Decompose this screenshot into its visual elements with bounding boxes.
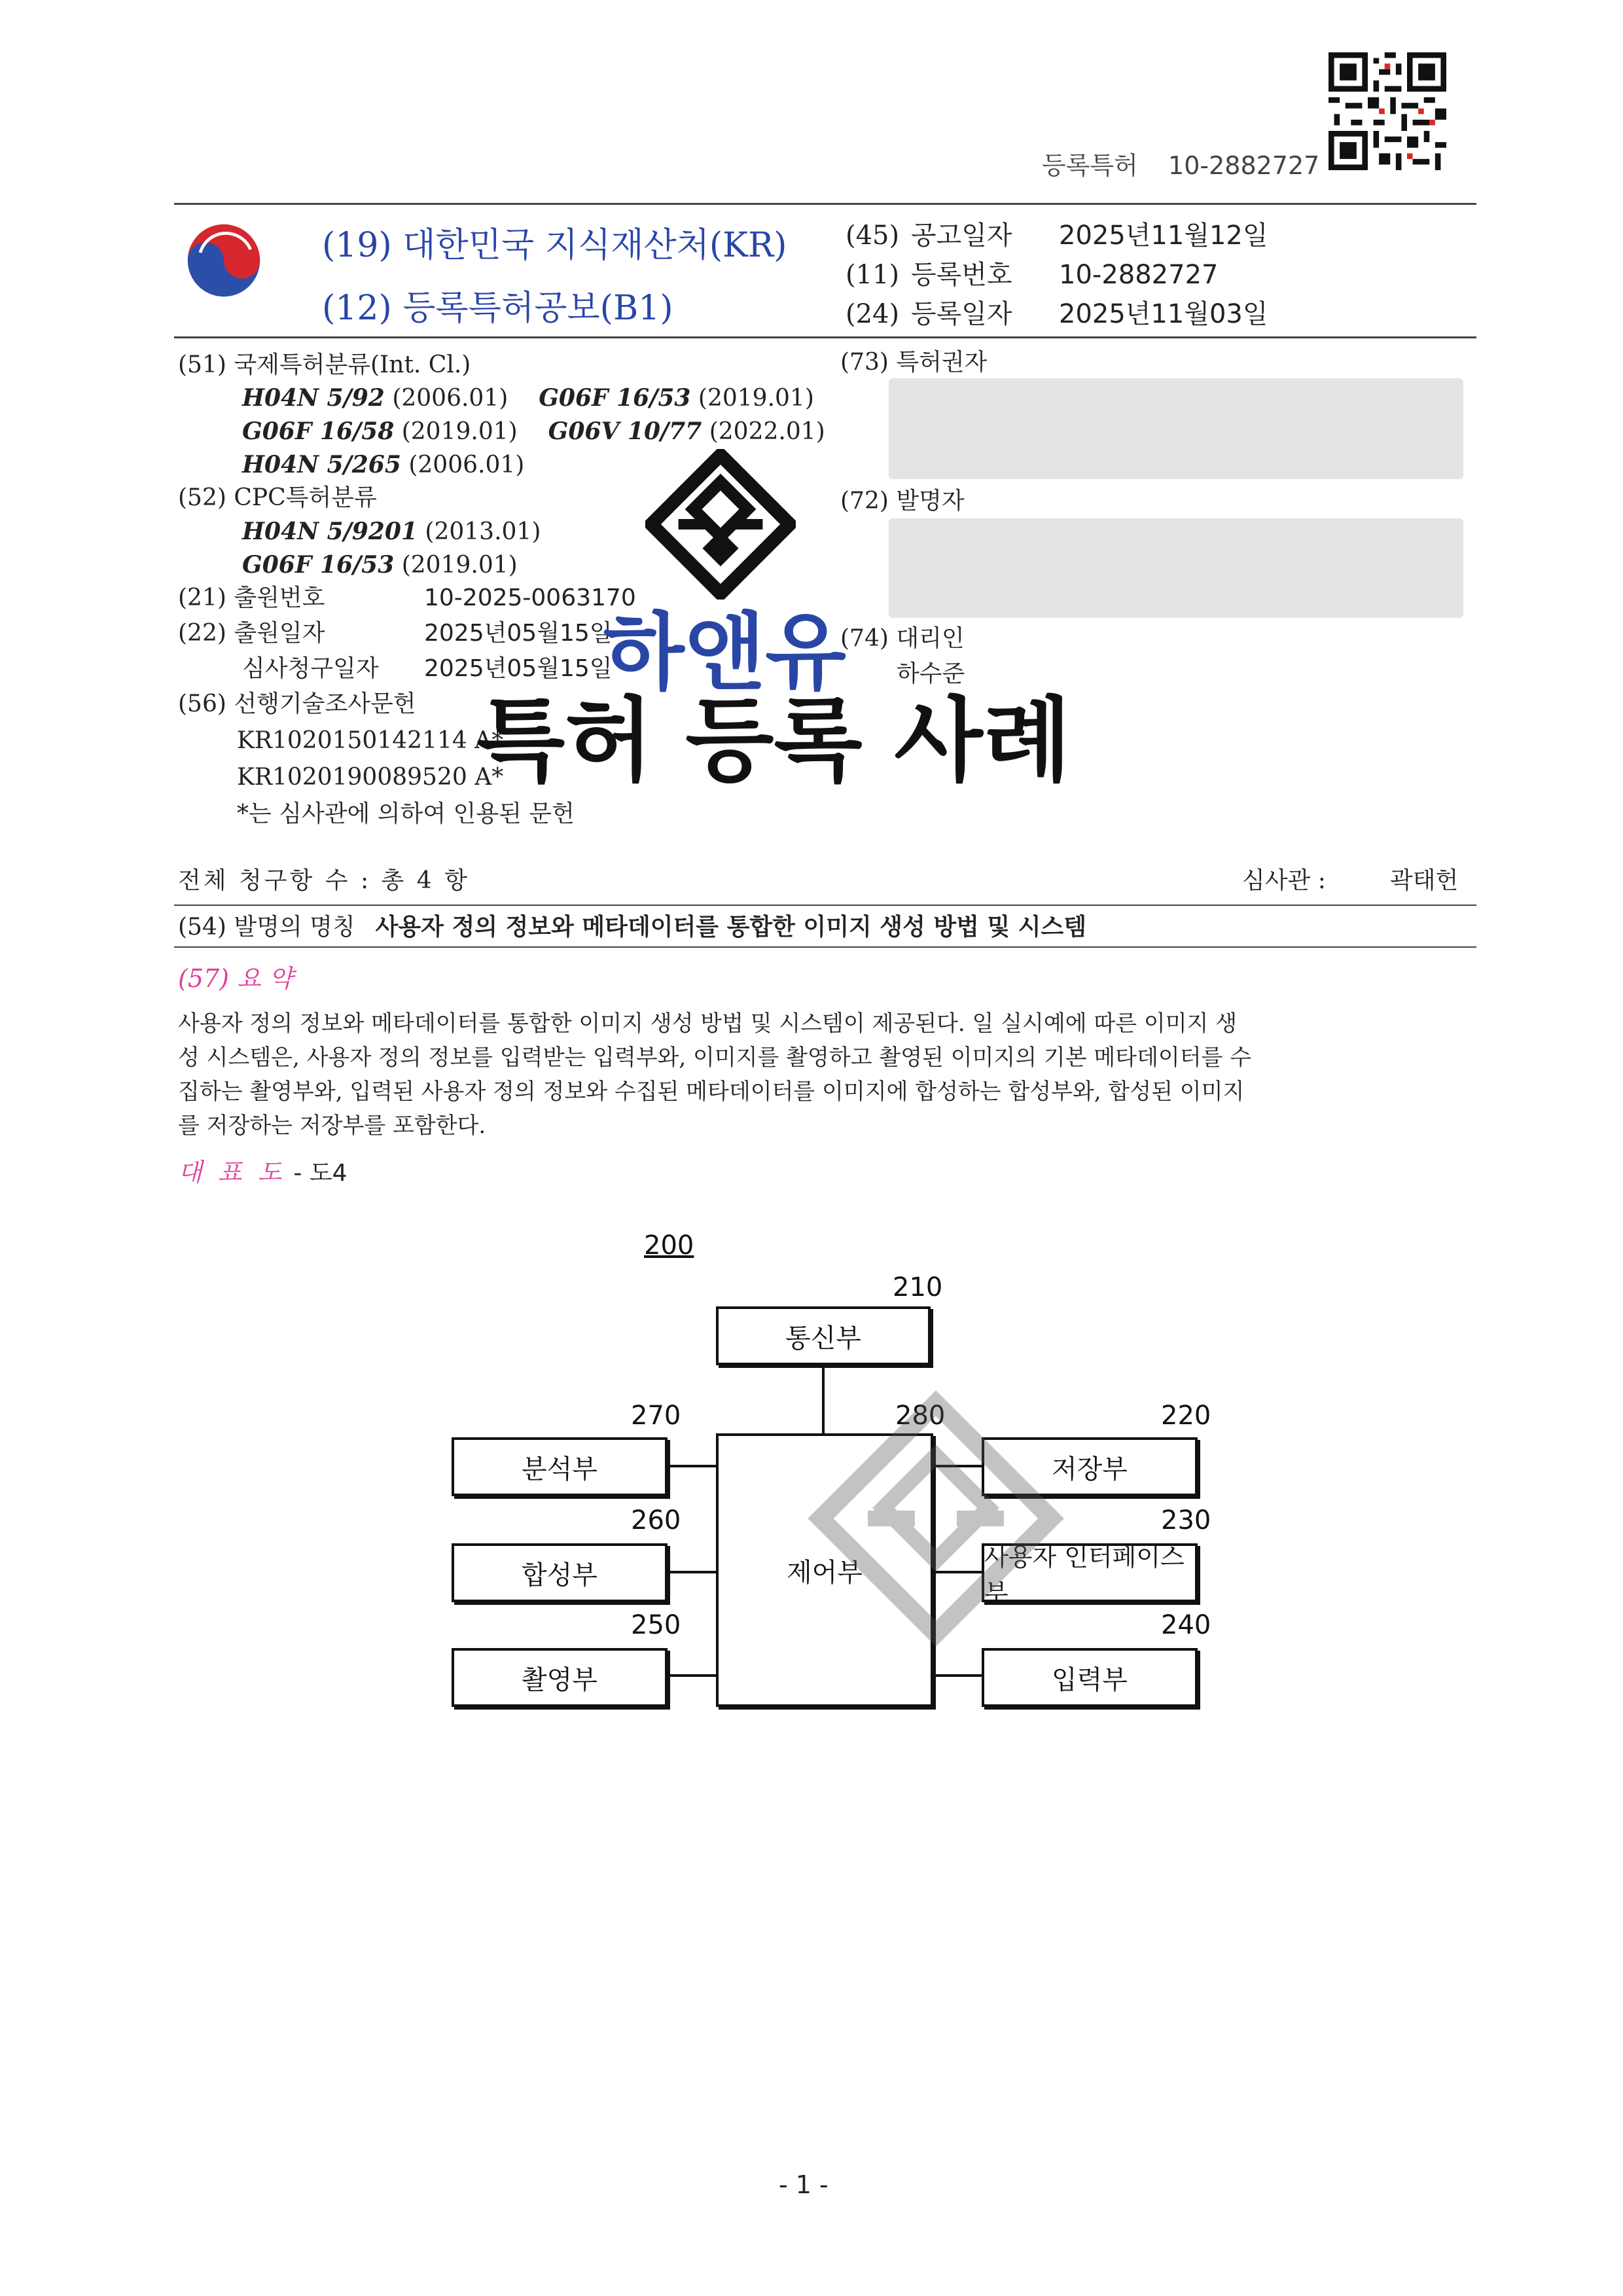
bibliographic-rule [174, 336, 1476, 338]
watermark-caption: 특허 등록 사례 [476, 688, 1071, 795]
ref-210: 210 [893, 1272, 943, 1302]
examiner-name: 곽태헌 [1390, 867, 1459, 894]
total-claims: 전체 청구항 수 : 총 4 항 [178, 867, 470, 894]
ipc-heading: (51) 국제특허분류(Int. Cl.) [178, 351, 471, 378]
abstract-heading: (57) 요 약 [178, 964, 293, 993]
agent-label: (74) 대리인 [840, 625, 965, 652]
title-rule [174, 946, 1476, 948]
exam-request-date: 2025년05월15일 [424, 655, 613, 682]
abstract-line-3: 집하는 촬영부와, 입력된 사용자 정의 정보와 수집된 메타데이터를 이미지에 합성하는 합성부와, 합성된 이미지 [178, 1079, 1245, 1105]
invention-title-label: (54) 발명의 명칭 [178, 914, 355, 941]
inventor-redacted [889, 518, 1463, 618]
cpc-heading: (52) CPC특허분류 [178, 484, 377, 511]
invention-title: 사용자 정의 정보와 메타데이터를 통합한 이미지 생성 방법 및 시스템 [375, 913, 1087, 941]
system-ref: 200 [644, 1230, 694, 1261]
ref-280: 280 [895, 1401, 946, 1431]
application-date-label: (22) 출원일자 [178, 620, 325, 647]
pub-row-24: (24) 등록일자 2025년11월03일 [846, 299, 1268, 329]
connector-260-280 [669, 1571, 716, 1573]
watermark-firm-name: 하앤유 [603, 604, 846, 702]
reg-number: 10-2882727 [1168, 151, 1320, 180]
application-number-label: (21) 출원번호 [178, 584, 325, 611]
firm-logo-icon [645, 449, 796, 600]
abstract-line-1: 사용자 정의 정보와 메타데이터를 통합한 이미지 생성 방법 및 시스템이 제공된다. 일 실시예에 따른 이미지 생 [178, 1011, 1238, 1037]
prior-art-doc-1: KR1020150142114 A* [237, 727, 504, 754]
application-date: 2025년05월15일 [424, 620, 613, 647]
ipc-row-2: G06F 16/58 (2019.01) G06V 10/77 (2022.01) [242, 418, 825, 445]
reg-number-header [1042, 145, 1319, 181]
inventor-label: (72) 발명자 [840, 488, 965, 514]
reg-label: 등록특허 [1042, 151, 1138, 180]
ref-230: 230 [1161, 1505, 1211, 1535]
rep-drawing-value: - 도4 [293, 1160, 348, 1187]
block-input: 입력부 [982, 1648, 1198, 1707]
cpc-row-2: G06F 16/53 (2019.01) [242, 551, 518, 579]
representative-drawing [178, 1152, 348, 1188]
top-rule [174, 203, 1476, 205]
examiner-label: 심사관 : [1242, 867, 1326, 894]
ref-240: 240 [1161, 1610, 1211, 1640]
ref-270: 270 [631, 1401, 681, 1431]
connector-280-240 [935, 1674, 982, 1677]
prior-art-note: *는 심사관에 의하여 인용된 문헌 [237, 800, 575, 827]
exam-request-label: 심사청구일자 [242, 655, 379, 682]
ref-250: 250 [631, 1610, 681, 1640]
block-communication: 통신부 [716, 1306, 931, 1365]
stamp-watermark-icon [805, 1388, 1067, 1649]
prior-art-doc-2: KR1020190089520 A* [237, 764, 504, 791]
block-storage: 저장부 [982, 1437, 1198, 1496]
claims-rule [174, 905, 1476, 906]
qr-code-icon [1329, 52, 1446, 170]
office-line-2: (12) 등록특허공보(B1) [322, 289, 673, 328]
korea-emblem-icon [185, 221, 263, 300]
pub-row-11: (11) 등록번호 10-2882727 [846, 260, 1219, 290]
block-control: 제어부 [716, 1433, 933, 1707]
ipc-row-1: H04N 5/92 (2006.01) G06F 16/53 (2019.01) [242, 384, 814, 412]
prior-art-heading: (56) 선행기술조사문헌 [178, 691, 416, 717]
block-analysis: 분석부 [452, 1437, 668, 1496]
ref-220: 220 [1161, 1401, 1211, 1431]
rep-drawing-label: 대 표 도 [178, 1158, 286, 1187]
pub-info [846, 215, 1268, 332]
page-number: - 1 - [779, 2170, 829, 2199]
block-user-interface: 사용자 인터페이스부 [982, 1543, 1198, 1602]
abstract-body [178, 1007, 1463, 1143]
pub-row-45: (45) 공고일자 2025년11월12일 [846, 221, 1268, 251]
cpc-row-1: H04N 5/9201 (2013.01) [242, 518, 541, 545]
block-capture: 촬영부 [452, 1648, 668, 1707]
abstract-line-4: 를 저장하는 저장부를 포함한다. [178, 1113, 486, 1139]
abstract-line-2: 성 시스템은, 사용자 정의 정보를 입력받는 입력부와, 이미지를 촬영하고 촬영된 이미지의 기본 메타데이터를 수 [178, 1045, 1252, 1071]
ipc-row-3: H04N 5/265 (2006.01) [242, 451, 525, 478]
office-line-1: (19) 대한민국 지식재산처(KR) [322, 226, 787, 265]
agent-name: 하수준 [897, 660, 965, 687]
connector-270-280 [669, 1465, 716, 1467]
ref-260: 260 [631, 1505, 681, 1535]
block-synthesis: 합성부 [452, 1543, 668, 1602]
application-number: 10-2025-0063170 [424, 584, 636, 611]
patentee-redacted [889, 378, 1463, 479]
invention-title-row [178, 910, 1086, 944]
connector-250-280 [669, 1674, 716, 1677]
patentee-label: (73) 특허권자 [840, 349, 988, 376]
